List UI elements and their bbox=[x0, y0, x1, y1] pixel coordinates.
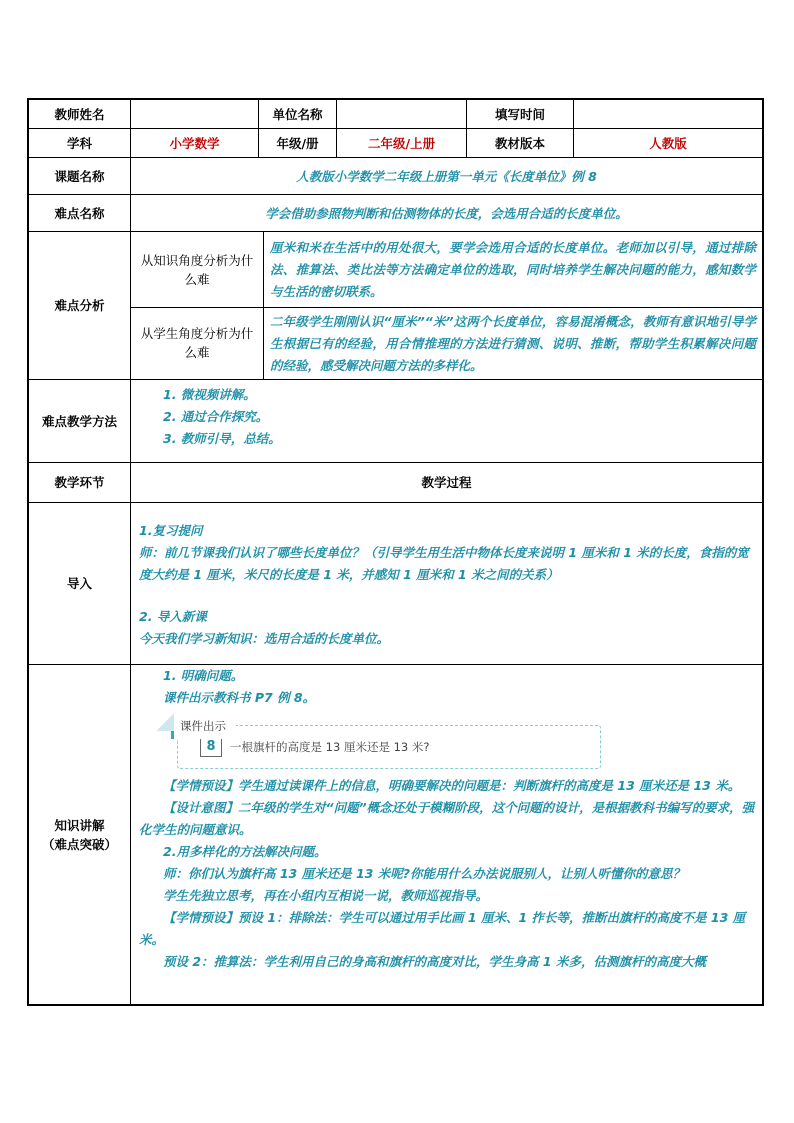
teacher-name-value bbox=[131, 100, 259, 128]
intro-content bbox=[131, 503, 762, 664]
design-intent bbox=[139, 797, 758, 841]
student-preset-2 bbox=[139, 907, 758, 951]
row-topic bbox=[29, 158, 762, 195]
courseware-box bbox=[171, 713, 601, 769]
method-item: 2. 通过合作探究。 bbox=[163, 409, 269, 424]
preset-tag: 【学情预设】 bbox=[163, 778, 239, 793]
student-angle-label: 从学生角度分析为什么难 bbox=[131, 307, 264, 379]
row-methods bbox=[29, 380, 762, 463]
example-number: 8 bbox=[200, 737, 222, 757]
student-preset-3: 预设 2：推算法：学生利用自己的身高和旗杆的高度对比，学生身高 1 米多，估测旗杆的高度大概 bbox=[163, 954, 706, 969]
knowledge-label bbox=[29, 665, 131, 1004]
stage-label: 教学环节 bbox=[29, 463, 131, 502]
topic-value: 人教版小学数学二年级上册第一单元《长度单位》例 8 bbox=[296, 168, 597, 184]
textbook-value: 人教版 bbox=[649, 135, 687, 151]
knowledge-content bbox=[131, 665, 762, 1004]
row-teacher-info bbox=[29, 100, 762, 129]
method-item: 1. 微视频讲解。 bbox=[163, 387, 256, 402]
knowledge-paragraph-3: 学生先独立思考，再在小组内互相说一说，教师巡视指导。 bbox=[163, 888, 489, 903]
student-preset-1 bbox=[139, 775, 758, 797]
knowledge-label-line1: 知识讲解 bbox=[54, 817, 105, 833]
difficulty-label: 难点名称 bbox=[29, 195, 131, 231]
knowledge-angle-label: 从知识角度分析为什么难 bbox=[131, 232, 264, 307]
methods-label: 难点教学方法 bbox=[29, 380, 131, 462]
subject-value: 小学数学 bbox=[131, 129, 259, 157]
intro-paragraph-1: 师：前几节课我们认识了哪些长度单位？（引导学生用生活中物体长度来说明 1 厘米和 1 米的长度，食指的宽度大约是 1 厘米，米尺的长度是 1 米，并感知 1 厘米和 1 米之间的关系） bbox=[139, 545, 749, 582]
fill-time-label: 填写时间 bbox=[467, 100, 574, 128]
knowledge-paragraph-1: 课件出示教科书 P7 例 8。 bbox=[163, 690, 316, 705]
difficulty-value: 学会借助参照物判断和估测物体的长度，会选用合适的长度单位。 bbox=[265, 205, 628, 221]
teacher-name-label: 教师姓名 bbox=[29, 100, 131, 128]
grade-label: 年级/册 bbox=[259, 129, 337, 157]
unit-name-label: 单位名称 bbox=[259, 100, 337, 128]
knowledge-label-line2: （难点突破） bbox=[41, 836, 117, 852]
textbook-label: 教材版本 bbox=[467, 129, 574, 157]
analysis-body bbox=[131, 232, 762, 379]
row-knowledge bbox=[29, 665, 762, 1004]
knowledge-angle-text: 厘米和米在生活中的用处很大，要学会选用合适的长度单位。老师加以引导，通过排除法、推算法、类比法等方法确定单位的选取，同时培养学生解决问题的能力，感知数学与生活的密切联系。 bbox=[270, 240, 756, 299]
fill-time-value bbox=[574, 100, 762, 128]
row-process-header bbox=[29, 463, 762, 503]
method-item: 3. 教师引导，总结。 bbox=[163, 431, 281, 446]
row-intro bbox=[29, 503, 762, 665]
knowledge-heading-2: 2.用多样化的方法解决问题。 bbox=[163, 844, 327, 859]
intro-heading-2: 2. 导入新课 bbox=[139, 609, 207, 624]
example-question: 一根旗杆的高度是 13 厘米还是 13 米? bbox=[230, 740, 430, 754]
analysis-label: 难点分析 bbox=[29, 232, 131, 379]
design-tag: 【设计意图】 bbox=[163, 800, 239, 815]
knowledge-paragraph-2: 师：你们认为旗杆高 13 厘米还是 13 米呢?你能用什么办法说服别人，让别人听懂你的意思？ bbox=[163, 866, 685, 881]
knowledge-heading-1: 1. 明确问题。 bbox=[163, 668, 244, 683]
topic-label: 课题名称 bbox=[29, 158, 131, 194]
unit-name-value bbox=[337, 100, 467, 128]
courseware-tab: 课件出示 bbox=[171, 713, 236, 739]
preset-text: 预设 1：排除法：学生可以通过用手比画 1 厘米、1 拃长等，推断出旗杆的高度不是 13 厘米。 bbox=[139, 910, 746, 947]
row-difficulty bbox=[29, 195, 762, 232]
intro-heading-1: 1.复习提问 bbox=[139, 523, 203, 538]
courseware-frame bbox=[177, 725, 601, 769]
design-text: 二年级的学生对“问题”概念还处于模糊阶段，这个问题的设计，是根据教科书编写的要求，强化学生的问题意识。 bbox=[139, 800, 755, 837]
preset-text: 学生通过读课件上的信息，明确要解决的问题是：判断旗杆的高度是 13 厘米还是 13 米。 bbox=[238, 778, 741, 793]
subject-label: 学科 bbox=[29, 129, 131, 157]
intro-paragraph-2: 今天我们学习新知识：选用合适的长度单位。 bbox=[139, 631, 390, 646]
process-label: 教学过程 bbox=[421, 475, 472, 490]
methods-list bbox=[131, 380, 762, 462]
grade-value: 二年级/上册 bbox=[337, 129, 467, 157]
lesson-plan-table bbox=[27, 98, 764, 1006]
row-analysis bbox=[29, 232, 762, 380]
intro-label: 导入 bbox=[29, 503, 131, 664]
row-subject-info bbox=[29, 129, 762, 158]
student-angle-text: 二年级学生刚刚认识“厘米”“米”这两个长度单位，容易混淆概念，教师有意识地引导学生根据已有的经验，用合情推理的方法进行猜测、说明、推断，帮助学生积累解决问题的经验，感受解决问题方法的多样化。 bbox=[270, 314, 756, 373]
preset-tag: 【学情预设】 bbox=[163, 910, 239, 925]
